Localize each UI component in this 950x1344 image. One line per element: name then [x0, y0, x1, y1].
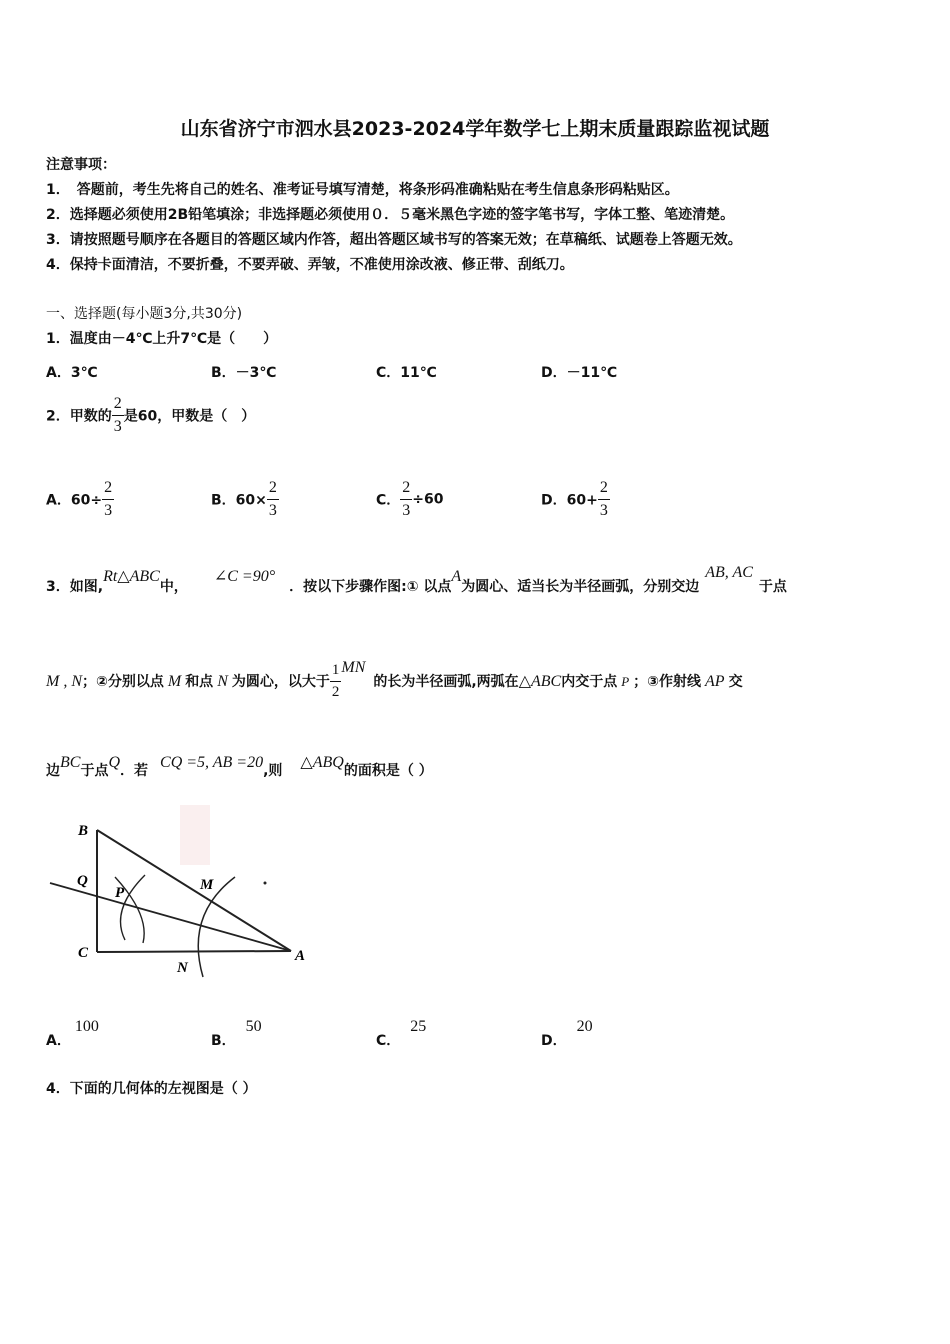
note-item: 3．请按照题号顺序在各题目的答题区域内作答，超出答题区域书写的答案无效；在草稿纸、试题卷上答题无效。 [46, 232, 742, 248]
q3-option-b: B．50 [211, 1018, 262, 1049]
label-b: B [78, 823, 89, 839]
section-heading: 一、选择题(每小题3分,共30分) [46, 306, 243, 322]
q2-stem [46, 396, 255, 435]
page-title: 山东省济宁市泗水县2023-2024学年数学七上期末质量跟踪监视试题 [180, 118, 770, 140]
label-q: Q [77, 873, 88, 889]
q3-line-1: 3．如图,Rt△ABC中，∠C =90°．按以下步骤作图:① 以点A为圆心、适当长为半径画弧，分别交边AB, AC于点 [46, 564, 787, 595]
q3-geometry-figure [45, 805, 315, 980]
q2-option-c: C． $\frac{2}{3}$ ÷60 [376, 479, 444, 519]
label-a: A [295, 948, 306, 964]
q2-option-d: D．60+ $\frac{2}{3}$ [541, 479, 608, 519]
q2-suffix: 是60，甲数是（ ） [123, 408, 256, 425]
label-c: C [78, 945, 89, 961]
q4-stem: 4．下面的几何体的左视图是（ ） [46, 1081, 257, 1097]
q2-option-b: B．60× $\frac{2}{3}$ [211, 479, 277, 519]
q3-option-a: A．100 [46, 1018, 99, 1049]
note-item: 1． 答题前，考生先将自己的姓名、准考证号填写清楚，将条形码准确粘贴在考生信息条形码粘贴区。 [46, 182, 679, 198]
note-item: 4．保持卡面清洁，不要折叠，不要弄破、弄皱，不准使用涂改液、修正带、刮纸刀。 [46, 257, 574, 273]
q2-option-a: A．60÷ $\frac{2}{3}$ [46, 479, 113, 519]
arc-from-m [121, 875, 146, 940]
q3-option-c: C．25 [376, 1018, 427, 1049]
label-m: M [200, 877, 214, 893]
scan-blemish [180, 805, 210, 865]
q3-option-d: D．20 [541, 1018, 593, 1049]
notes-heading: 注意事项： [46, 157, 116, 173]
label-p: P [115, 885, 125, 901]
q1-stem: 1．温度由－4℃上升7℃是（ ） [46, 331, 278, 347]
q3-line-2: M , N；②分别以点 M 和点 N 为圆心，以大于 $\frac{1}{2}$ MN的长为半径画弧,两弧在△ABC内交于点 P ；③作射线 AP 交 [46, 659, 743, 700]
stray-dot [264, 882, 267, 885]
q1-option-c: C．11℃ [376, 365, 437, 381]
q1-option-a: A．3℃ [46, 365, 98, 381]
fraction-numerator: 2 [112, 396, 124, 416]
q3-line-3: 边BC于点Q．若 CQ =5, AB =20,则 △ABQ的面积是（ ） [46, 754, 433, 779]
segment-ca [97, 951, 291, 952]
label-n: N [177, 960, 188, 976]
fraction-denominator: 3 [113, 418, 122, 435]
q1-option-d: D．－11℃ [541, 365, 618, 381]
q2-fraction [112, 396, 124, 435]
ray-ap [50, 883, 291, 951]
q1-option-b: B．－3℃ [211, 365, 277, 381]
q2-prefix: 2．甲数的 [46, 408, 112, 425]
note-item: 2．选择题必须使用2B铅笔填涂；非选择题必须使用０．５毫米黑色字迹的签字笔书写，字体工整、笔迹清楚。 [46, 207, 735, 223]
